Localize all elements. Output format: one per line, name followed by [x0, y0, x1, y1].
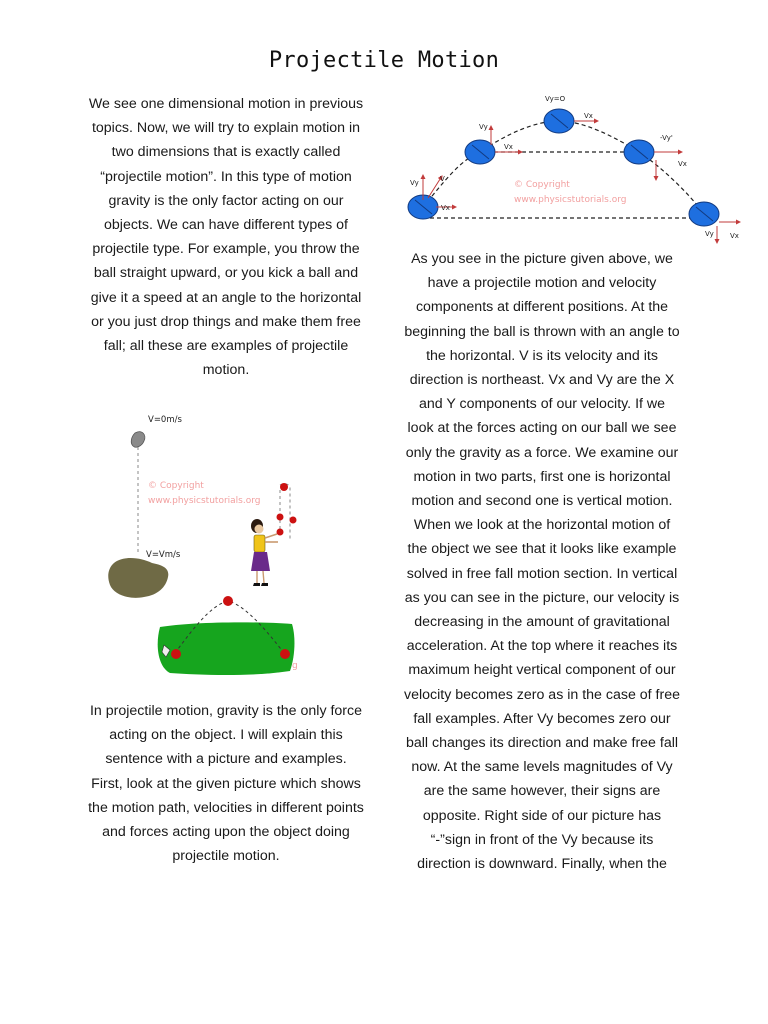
ball-end — [689, 202, 719, 226]
kicked-ball-start — [171, 649, 181, 659]
page-title: Projectile Motion — [268, 48, 500, 73]
kicked-ball-end — [280, 649, 290, 659]
label-vy-start: Vy — [410, 179, 419, 187]
label-vy-zero: Vy=O — [545, 95, 566, 103]
person-throwing-figure — [251, 519, 278, 586]
label-neg-vy-falling: -Vy' — [660, 134, 673, 142]
landed-rock — [108, 558, 168, 598]
label-vx-start: Vx — [441, 204, 450, 212]
label-v-zero: V=0m/s — [148, 415, 182, 425]
label-vy-rising: Vy — [479, 123, 488, 131]
ball-apex — [544, 109, 574, 133]
label-v-final: V=Vm/s — [146, 550, 181, 560]
watermark-fragment: g — [292, 661, 298, 671]
label-vy-end: Vy — [705, 230, 714, 238]
grass-field — [158, 622, 295, 675]
projectile-path-diagram — [398, 88, 748, 243]
intro-paragraph: We see one dimensional motion in previous topics. Now, we will try to explain motion in two dimensions that is exactly called “projectile motion”. In this type of motion gravity is the only factor acting on our objects. We can have different types of projectile type. For example, you throw the ball straight upward, or you kick a ball and give it a speed at an angle to the horizontal or you just drop things and make them free fall; all these are examples of projectile motion. — [88, 96, 364, 379]
label-vx-apex: Vx — [584, 112, 593, 120]
watermark-url: www.physicstutorials.org — [514, 195, 627, 205]
ball-falling — [624, 140, 654, 164]
gravity-paragraph: In projectile motion, gravity is the only force acting on the object. I will explain this sentence with a picture and examples. First, look at the given picture which shows the motion path, velocities in different points and forces acting upon the object doing projectile motion. — [88, 703, 364, 865]
label-v-start: V — [440, 175, 445, 183]
watermark-copyright: © Copyright — [148, 481, 204, 491]
tossed-ball — [277, 514, 284, 521]
tossed-ball-top — [280, 483, 288, 491]
right-paragraph: As you see in the picture given above, we have a projectile motion and velocity components at different positions. At the beginning the ball is thrown with an angle to the horizontal. V is its velocity and its direction is northeast. Vx and Vy are the X and Y components of our velocity. If we look at the forces acting on our ball we see only the gravity as a force. We examine our motion in two parts, first one is horizontal motion and second one is vertical motion. When we look at the horizontal motion of the object we see that it looks like example solved in free fall motion section. In vertical as you can see in the picture, our velocity is decreasing in the amount of gravitational acceleration. At the top where it reaches its maximum height vertical component of our velocity becomes zero as in the case of free fall examples. After Vy becomes zero our ball changes its direction and make free fall now. At the same levels magnitudes of Vy are the same however, their signs are opposite. Right side of our picture has “-”sign in front of the Vy because its direction is downward. Finally, when the — [404, 251, 681, 873]
watermark-copyright: © Copyright — [514, 180, 570, 190]
label-vx-end: Vx — [730, 232, 739, 240]
kicked-ball-apex — [223, 596, 233, 606]
watermark-url: www.physicstutorials.org — [148, 496, 261, 506]
falling-rock-top — [131, 432, 145, 447]
examples-illustration — [100, 405, 330, 680]
label-vx-rising: Vx — [504, 143, 513, 151]
label-vx-falling: Vx — [678, 160, 687, 168]
